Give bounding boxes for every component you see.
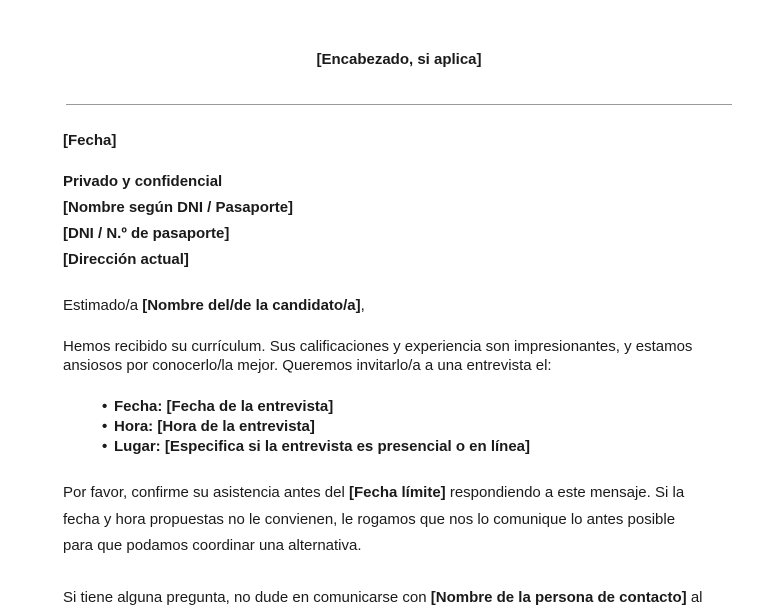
greeting-prefix: Estimado/a <box>63 297 143 314</box>
interview-details-list <box>102 398 530 458</box>
confirm-suffix: respondiendo a este mensaje. Si la <box>445 484 685 501</box>
list-item <box>102 398 530 418</box>
list-item <box>102 438 530 458</box>
recipient-id: [DNI / N.º de pasaporte] <box>63 225 230 242</box>
confirm-line-3: para que podamos coordinar una alternativa. <box>63 537 362 554</box>
confirm-prefix: Por favor, confirme su asistencia antes del <box>63 484 349 501</box>
interview-time: Hora: [Hora de la entrevista] <box>114 418 315 435</box>
interview-location: Lugar: [Especifica si la entrevista es presencial o en línea] <box>114 438 531 455</box>
date-placeholder: [Fecha] <box>63 132 117 149</box>
greeting <box>63 297 365 314</box>
questions-line <box>63 589 703 606</box>
list-item <box>102 418 530 438</box>
document-header: [Encabezado, si aplica] <box>316 51 482 68</box>
bullet-icon: • <box>102 398 108 415</box>
confidential-label: Privado y confidencial <box>63 173 223 190</box>
bullet-icon: • <box>102 438 108 455</box>
contact-person-placeholder: [Nombre de la persona de contacto] <box>430 589 687 606</box>
recipient-address: [Dirección actual] <box>63 251 189 268</box>
interview-date: Fecha: [Fecha de la entrevista] <box>114 398 334 415</box>
candidate-name: [Nombre del/de la candidato/a] <box>142 297 361 314</box>
bullet-icon: • <box>102 418 108 435</box>
recipient-name: [Nombre según DNI / Pasaporte] <box>63 199 294 216</box>
intro-line-2: ansiosos por conocerlo/la mejor. Queremos invitarlo/a a una entrevista el: <box>63 357 552 374</box>
header-divider <box>66 104 732 105</box>
questions-suffix: al <box>686 589 703 606</box>
questions-prefix: Si tiene alguna pregunta, no dude en comunicarse con <box>63 589 431 606</box>
confirm-line-1 <box>63 484 684 501</box>
confirm-line-2: fecha y hora propuestas no le convienen, le rogamos que nos lo comunique lo antes posible <box>63 511 676 528</box>
greeting-suffix: , <box>360 297 365 314</box>
intro-line-1: Hemos recibido su currículum. Sus calificaciones y experiencia son impresionantes, y estamos <box>63 338 693 355</box>
deadline-placeholder: [Fecha límite] <box>348 484 446 501</box>
